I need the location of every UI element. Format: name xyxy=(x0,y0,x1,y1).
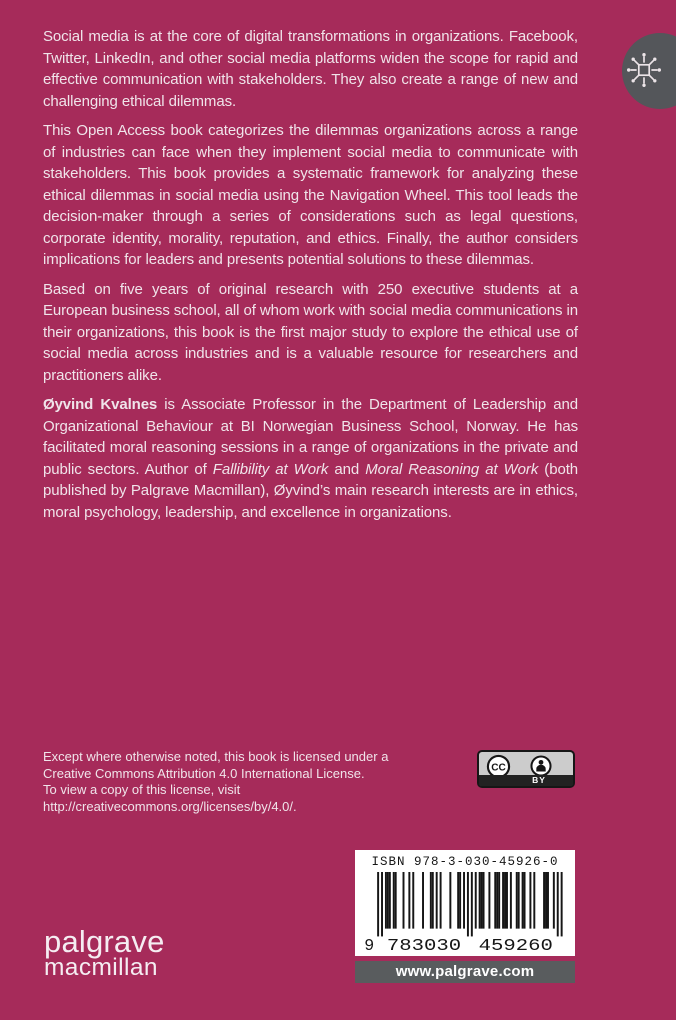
barcode-digits: 783030 xyxy=(386,936,462,954)
open-access-compass-icon xyxy=(622,48,666,92)
license-text xyxy=(43,749,443,815)
isbn-barcode-panel xyxy=(355,850,575,956)
logo-macmillan: macmillan xyxy=(44,954,158,981)
body-paragraph xyxy=(43,279,578,387)
barcode-digits: 459260 xyxy=(478,936,553,954)
back-cover-blurb xyxy=(43,26,578,531)
license-line: Except where otherwise noted, this book is licensed under a xyxy=(43,749,389,764)
body-paragraph xyxy=(43,26,578,112)
barcode-digits: 9 xyxy=(364,936,375,954)
body-paragraph xyxy=(43,120,578,271)
publisher-url: www.palgrave.com xyxy=(395,963,535,980)
license-line: Creative Commons Attribution 4.0 International License. xyxy=(43,765,365,781)
license-line: http://creativecommons.org/licenses/by/4.0/. xyxy=(43,798,297,814)
cc-by-label: BY xyxy=(479,775,573,786)
attribution-person-icon xyxy=(530,755,552,777)
cc-by-license-badge xyxy=(477,750,575,788)
text-segment: Fallibility at Work xyxy=(212,460,329,478)
text-segment: Based on five years of original research with 250 executive students at a European business school, all of whom work with social media communications in their organizations, this book is the first major study to explore the ethical use of social media across industries and is a valuable resource for researchers and practitioners alike. xyxy=(43,280,578,384)
text-segment: Øyvind Kvalnes xyxy=(43,396,158,413)
text-segment: and xyxy=(328,460,366,478)
cc-letters: CC xyxy=(491,762,506,774)
cc-badge-icons xyxy=(479,753,573,777)
isbn-text: ISBN 978-3-030-45926-0 xyxy=(371,855,559,869)
body-paragraph xyxy=(43,394,578,523)
ean13-barcode xyxy=(361,872,569,954)
publisher-url-bar xyxy=(355,961,575,983)
text-segment: is Associate Professor in the Department of Leadership and Organizational Behaviour at BI Norwegian Business School, Norway. He has facilitated moral reasoning sessions in a range of organizations in the private and public sectors. Author of xyxy=(43,396,578,478)
text-segment: Social media is at the core of digital transformations in organizations. Facebook, Twitter, LinkedIn, and other social media platforms widen the scope for rapid and effective communication with stakeholders. They also create a range of new and challenging ethical dilemmas. xyxy=(43,28,578,110)
palgrave-macmillan-logo xyxy=(44,926,165,980)
text-segment: This Open Access book categorizes the dilemmas organizations across a range of industries can face when they implement social media to communicate with stakeholders. This book provides a systematic framework for analyzing these ethical dilemmas in social media using the Navigation Wheel. This tool leads the decision-maker through a series of considerations such as legal questions, corporate identity, morality, reputation, and ethics. Finally, the author considers implications for leaders and presents potential solutions to these dilemmas. xyxy=(43,122,578,268)
text-segment: (both published by Palgrave Macmillan), Øyvind’s main research interests are in ethics, moral psychology, leadership, and excellence in organizations. xyxy=(43,460,579,521)
text-segment: Moral Reasoning at Work xyxy=(365,460,539,478)
logo-palgrave: palgrave xyxy=(44,924,165,959)
license-line: To view a copy of this license, visit xyxy=(43,782,241,797)
